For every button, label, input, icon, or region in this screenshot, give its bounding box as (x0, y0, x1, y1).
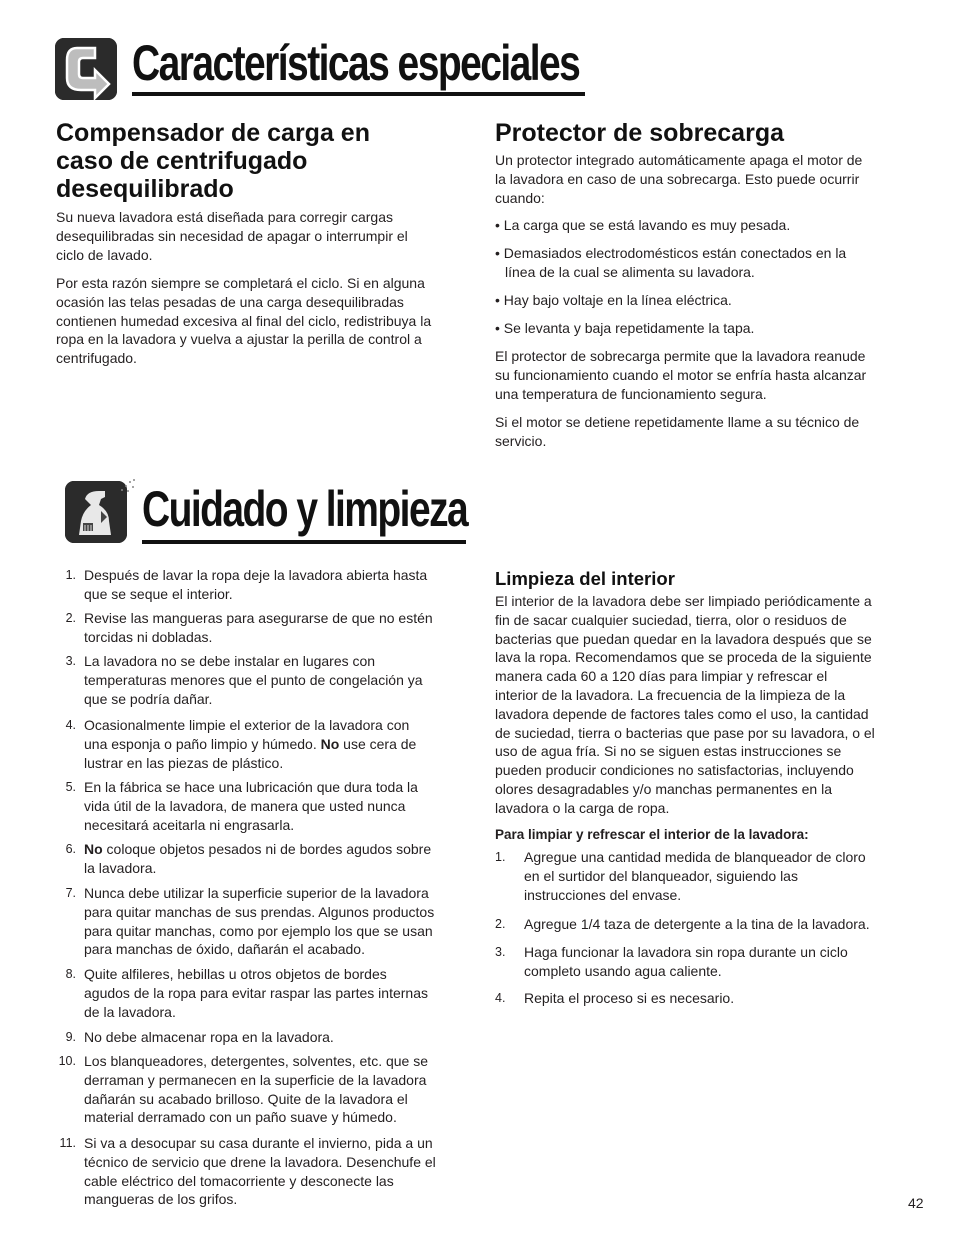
heading-compensador (56, 119, 476, 203)
text-line: Después de lavar la ropa deje la lavadora abierta hasta (84, 567, 428, 583)
protector-paragraph-4 (495, 413, 915, 451)
page-number: 42 (908, 1195, 924, 1211)
text-line: lavadora o la carga de ropa. (495, 799, 670, 816)
text-line: servicio. (495, 432, 547, 449)
text-line: Haga funcionar la lavadora sin ropa durante un ciclo (524, 944, 848, 960)
text-line: pueden producir condiciones no satisfactorias, incluyendo (495, 762, 854, 779)
text-line: No debe almacenar ropa en la lavadora. (84, 1029, 334, 1045)
protector-paragraph-3 (495, 347, 915, 403)
list-number: 4. (65, 718, 76, 732)
list-number: 6. (65, 842, 76, 856)
text-line: necesitará aceitarla ni engrasarla. (84, 816, 295, 833)
text-line: uso de agua fría. Si no se siguen estas instrucciones se (495, 743, 842, 760)
arrow-icon (55, 38, 117, 100)
list-number: 10. (58, 1054, 76, 1068)
text-line: Quite alfileres, hebillas u otros objetos de bordes (84, 966, 387, 982)
text-line: Ocasionalmente limpie el exterior de la lavadora con (84, 717, 410, 733)
list-number: 4. (495, 991, 506, 1005)
section-rule (142, 540, 466, 544)
text-line: Repita el proceso si es necesario. (524, 990, 735, 1006)
heading-protector: Protector de sobrecarga (495, 119, 784, 147)
bullet-text: La carga que se está lavando es muy pesada. (503, 217, 791, 233)
text-line: ocasión las telas pesadas de una carga desequilibradas (56, 293, 404, 310)
text-line: la lavadora. (84, 859, 157, 876)
text-line: agudos de la ropa para evitar raspar las partes internas (84, 984, 428, 1001)
text-line: En la fábrica se hace una lubricación que dura toda la (84, 779, 418, 795)
list-number: 2. (65, 611, 76, 625)
text-line: lustrar en las piezas de plástico. (84, 754, 284, 771)
text-line: para quitar manchas, como por ejemplo los que se usan (84, 922, 433, 939)
text-line: Los blanqueadores, detergentes, solventes, etc. que se (84, 1053, 429, 1069)
list-number: 1. (495, 850, 506, 864)
text-line: olores desagradables y/o manchas permanentes en la (495, 780, 832, 797)
text-line: Agregue una cantidad medida de blanqueador de cloro (524, 849, 866, 865)
bullet-text: Hay bajo voltaje en la línea eléctrica. (503, 292, 732, 308)
section-icon-arrow (55, 38, 117, 100)
text-line: dañarán su acabado brilloso. Quite de la lavadora el (84, 1090, 408, 1107)
text-line: para manchas de óxido, dañarán el acabado. (84, 941, 365, 958)
text-line: su funcionamiento cuando el motor se enfría hasta alcanzar (495, 366, 867, 383)
text-line: manera cada 60 a 120 días para limpiar y refrescar el (495, 668, 828, 685)
heading-line: caso de centrifugado (56, 147, 308, 175)
section-title-cuidado: Cuidado y limpieza (142, 481, 468, 537)
heading-limpieza: Limpieza del interior (495, 568, 675, 589)
text-line: desequilibradas sin necesidad de apagar o interrumpir el (56, 227, 408, 244)
text-line: en el surtidor del blanqueador, siguiendo las (524, 867, 798, 884)
text-line: cuando: (495, 189, 545, 206)
text-line: de la lavadora. (84, 1003, 176, 1020)
text-line: material derramado con un paño suave y húmedo. (84, 1109, 397, 1126)
text-line: fin de sacar cualquier suciedad, tierra, olor o residuos de (495, 611, 847, 628)
protector-bullet-2 (495, 244, 925, 282)
list-number: 7. (65, 886, 76, 900)
text-line: completo usando agua caliente. (524, 962, 722, 979)
list-number: 9. (65, 1030, 76, 1044)
text-line: Por esta razón siempre se completará el ciclo. Si en alguna (56, 275, 425, 291)
text-line: vida útil de la lavadora, de manera que usted nunca (84, 797, 406, 814)
text-line: mangueras de los grifos. (84, 1191, 238, 1208)
text-line: La lavadora no se debe instalar en lugares con (84, 653, 376, 669)
text-line: que se podría dañar. (84, 690, 213, 707)
text-line: Si va a desocupar su casa durante el invierno, pida a un (84, 1135, 433, 1151)
list-number: 8. (65, 967, 76, 981)
protector-bullet-1 (495, 216, 925, 235)
bullet-text: línea de la cual se alimenta su lavadora. (505, 263, 755, 280)
text-line: Su nueva lavadora está diseñada para corregir cargas (56, 209, 393, 225)
text-line: de suciedad, tierra o bacterias que pase por su lavadora, o el (495, 724, 875, 741)
text-line: Nunca debe utilizar la superficie superior de la lavadora (84, 885, 429, 901)
text-line: instrucciones del envase. (524, 886, 682, 903)
text-line: Un protector integrado automáticamente apaga el motor de (495, 152, 863, 168)
text-line: ciclo de lavado. (56, 246, 153, 263)
text-line: derraman y permanecen en la superficie de la lavadora (84, 1071, 427, 1088)
text-line: la lavadora en caso de una sobrecarga. Esto puede ocurrir (495, 170, 860, 187)
protector-intro (495, 151, 915, 207)
heading-line: desequilibrado (56, 175, 234, 203)
text-line: interior de la lavadora. La frecuencia de la limpieza de la (495, 686, 846, 703)
spray-mist-icon (118, 476, 138, 496)
compensador-paragraph-1 (56, 208, 476, 264)
list-number: 2. (495, 917, 506, 931)
protector-bullet-3 (495, 291, 925, 310)
protector-bullet-4 (495, 319, 925, 338)
text-line: Si el motor se detiene repetidamente llame a su técnico de (495, 414, 860, 430)
text-line: El protector de sobrecarga permite que la lavadora reanude (495, 348, 866, 364)
heading-line: Compensador de carga en (56, 119, 370, 147)
list-number: 3. (495, 945, 506, 959)
text-line: que se seque el interior. (84, 585, 233, 602)
list-number: 5. (65, 780, 76, 794)
limpieza-paragraph (495, 592, 915, 818)
text-line: lava la ropa. Recomendamos que se proceda de la siguiente (495, 649, 872, 666)
text-line: Agregue 1/4 taza de detergente a la tina de la lavadora. (524, 916, 870, 932)
text-line: para quitar manchas de sus prendas. Algunos productos (84, 903, 435, 920)
text-line: una esponja o paño limpio y húmedo. No use cera de (84, 735, 417, 752)
list-number: 1. (65, 568, 76, 582)
list-number: 3. (65, 654, 76, 668)
text-line: torcidas ni dobladas. (84, 628, 213, 645)
text-line: centrifugado. (56, 350, 137, 367)
text-line: contienen humedad excesiva al final del ciclo, redistribuya la (56, 312, 432, 329)
bullet-text: Demasiados electrodomésticos están conectados en la (503, 245, 847, 261)
limpieza-lead: Para limpiar y refrescar el interior de la lavadora: (495, 827, 809, 842)
compensador-paragraph-2 (56, 274, 476, 368)
section-rule (132, 92, 585, 96)
list-number: 11. (59, 1136, 76, 1150)
section-title-caracteristicas: Características especiales (132, 35, 580, 91)
text-line: cable eléctrico del tomacorriente y desconecte las (84, 1172, 394, 1189)
text-line: lavadora depende de factores tales como el uso, la cantidad (495, 705, 869, 722)
text-line: temperaturas menores que el punto de congelación ya (84, 671, 423, 688)
text-line: bacterias que puedan quedar en la lavadora después que se (495, 630, 872, 647)
text-line: técnico de servicio que drene la lavadora. Desenchufe el (84, 1153, 436, 1170)
text-line: ropa en la lavadora y vuelva a ajustar la perilla de control a (56, 331, 422, 348)
bullet-text: Se levanta y baja repetidamente la tapa. (503, 320, 755, 336)
text-line: No coloque objetos pesados ni de bordes agudos sobre (84, 841, 432, 857)
text-line: El interior de la lavadora debe ser limpiado periódicamente a (495, 593, 872, 609)
text-line: Revise las mangueras para asegurarse de que no estén (84, 610, 433, 626)
text-line: una temperatura de funcionamiento segura. (495, 385, 767, 402)
